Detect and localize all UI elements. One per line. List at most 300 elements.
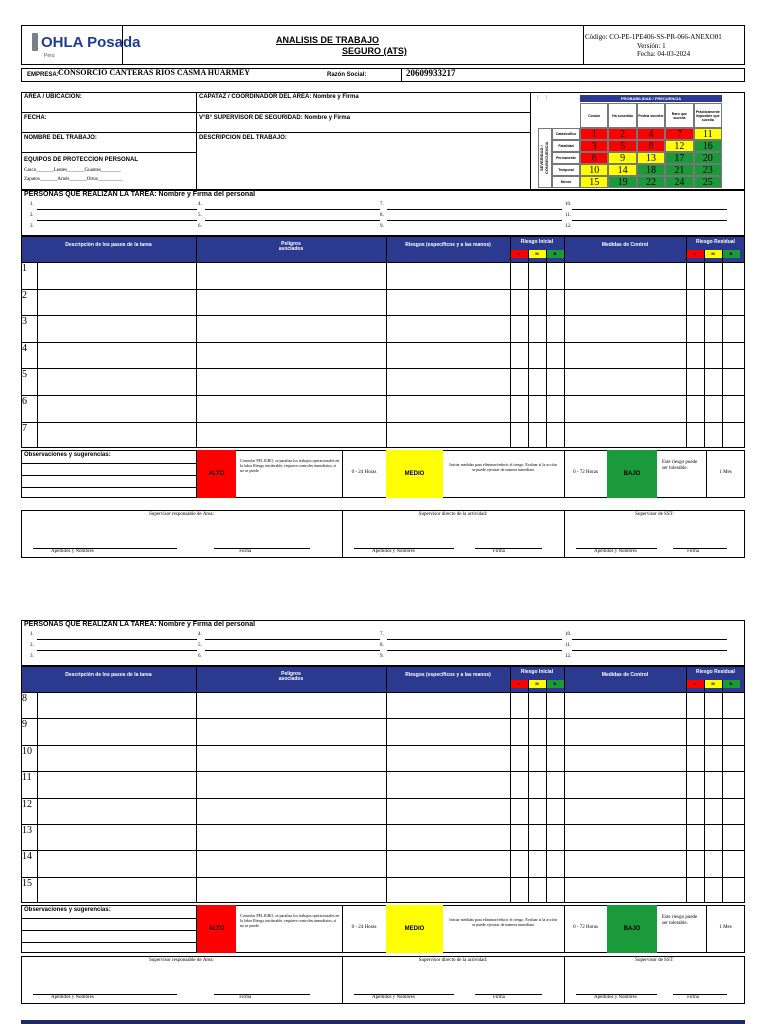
risk-level-a: A	[510, 250, 528, 258]
risk-level-m: M	[528, 680, 546, 688]
person-signature-line[interactable]	[37, 639, 197, 640]
sig-sst-firma: Firma	[687, 995, 700, 1000]
person-signature-line[interactable]	[205, 209, 380, 210]
sig-divider	[342, 510, 343, 558]
table-cell[interactable]	[546, 422, 564, 449]
table-cell[interactable]	[510, 718, 528, 744]
table-row-number: 13	[22, 825, 32, 836]
matrix-prob-title: PROBABILIDAD / FRECUENCIA	[580, 95, 722, 102]
person-signature-line[interactable]	[572, 209, 727, 210]
table-cell[interactable]	[386, 289, 510, 316]
person-signature-line[interactable]	[387, 650, 562, 651]
table-cell[interactable]	[528, 342, 546, 369]
table-cell[interactable]	[528, 850, 546, 876]
table-cell[interactable]	[386, 422, 510, 449]
table-cell[interactable]	[722, 262, 745, 289]
matrix-col-header: Común	[580, 103, 608, 128]
person-signature-line[interactable]	[37, 220, 197, 221]
matrix-cell: 7	[665, 128, 693, 140]
table-cell[interactable]	[196, 368, 386, 395]
table-cell[interactable]	[704, 395, 722, 422]
table-cell[interactable]	[37, 342, 196, 369]
level-alto: ALTO	[197, 905, 236, 953]
table-cell[interactable]	[510, 368, 528, 395]
table-cell[interactable]	[37, 422, 196, 449]
person-signature-line[interactable]	[205, 220, 380, 221]
table-cell[interactable]	[196, 850, 386, 876]
doc-code: Código: CO-PE-1PE406-SS-PR-066-ANEXO01	[585, 33, 722, 41]
table-cell[interactable]	[704, 692, 722, 718]
risk-level-bb: B	[722, 250, 740, 258]
footer-bar	[21, 1020, 745, 1024]
person-number: 12.	[565, 654, 572, 659]
table-cell[interactable]	[37, 289, 196, 316]
table-cell[interactable]	[528, 798, 546, 824]
table-cell[interactable]	[564, 692, 686, 718]
table-cell[interactable]	[386, 771, 510, 797]
table-cell[interactable]	[546, 877, 564, 903]
table-cell[interactable]	[546, 745, 564, 771]
risk-level-a: A	[686, 680, 704, 688]
matrix-cell: 12	[665, 140, 693, 152]
logo-sub: Perú	[44, 53, 55, 59]
table-cell[interactable]	[704, 824, 722, 850]
observation-line[interactable]	[21, 930, 196, 931]
matrix-cell: 24	[665, 176, 693, 188]
matrix-cell: 11	[694, 128, 722, 140]
epp-line-1: Casco_______Lentes_______Guantes________	[24, 168, 121, 173]
table-cell[interactable]	[704, 877, 722, 903]
level-bajo: BAJO	[607, 905, 657, 953]
observation-line[interactable]	[21, 487, 196, 488]
table-cell[interactable]	[546, 315, 564, 342]
table-cell[interactable]	[386, 395, 510, 422]
col-header-controls: Medidas de Control	[601, 242, 649, 248]
ruc-value: 20609933217	[406, 68, 456, 78]
table-cell[interactable]	[510, 850, 528, 876]
table-cell[interactable]	[510, 771, 528, 797]
table-cell[interactable]	[546, 395, 564, 422]
level-medio-text: Iniciar medidas para eliminar/reducir el riesgo. Evaluar si la acción se puede ejecutar de manera inmediata	[449, 917, 557, 928]
table-cell[interactable]	[528, 692, 546, 718]
epp-label: EQUIPOS DE PROTECCION PERSONAL	[24, 157, 139, 163]
table-cell[interactable]	[37, 395, 196, 422]
table-cell[interactable]	[196, 342, 386, 369]
table-cell[interactable]	[528, 262, 546, 289]
level-bajo-text: Este riesgo puede ser tolerable.	[662, 460, 698, 472]
sig-sst-apellidos: Apellidos y Nombres	[594, 549, 637, 554]
table-cell[interactable]	[528, 368, 546, 395]
table-cell[interactable]	[722, 718, 745, 744]
table-cell[interactable]	[528, 422, 546, 449]
empresa-label: EMPRESA:	[27, 72, 59, 78]
matrix-col-header: Raro que suceda	[665, 103, 693, 128]
matrix-cell: 1	[580, 128, 608, 140]
person-number: 9.	[380, 654, 384, 659]
table-cell[interactable]	[722, 745, 745, 771]
table-cell[interactable]	[722, 289, 745, 316]
table-cell[interactable]	[196, 745, 386, 771]
table-cell[interactable]	[510, 745, 528, 771]
table-cell[interactable]	[386, 692, 510, 718]
sig-divider	[564, 956, 565, 1004]
capataz-label: CAPATAZ / COORDINADOR DEL AREA: Nombre y Firma	[199, 94, 359, 100]
persons-title: PERSONAS QUE REALIZAN LA TAREA: Nombre y Firma del personal	[24, 191, 256, 198]
level-bajo-time: 1 Mes	[719, 470, 732, 476]
person-signature-line[interactable]	[387, 639, 562, 640]
table-cell[interactable]	[386, 798, 510, 824]
table-cell[interactable]	[546, 718, 564, 744]
sig-sst-sign-line[interactable]	[673, 548, 727, 549]
table-cell[interactable]	[686, 342, 704, 369]
level-alto-text: Controlar PELIGRO, se paraliza los trabajos operacionales en la labor Riesgo intolerable, requiere controles inmediatos, si no se puede	[240, 458, 340, 474]
table-cell[interactable]	[686, 850, 704, 876]
table-cell[interactable]	[722, 798, 745, 824]
person-signature-line[interactable]	[572, 650, 727, 651]
observation-line[interactable]	[21, 463, 196, 464]
sig-area-sign-line[interactable]	[214, 548, 310, 549]
table-cell[interactable]	[686, 824, 704, 850]
table-cell[interactable]	[722, 692, 745, 718]
table-cell[interactable]	[722, 395, 745, 422]
table-cell[interactable]	[510, 315, 528, 342]
sig-activity-apellidos: Apellidos y Nombres	[372, 549, 415, 554]
level-medio-time: 0 - 72 Horas	[573, 470, 598, 476]
table-cell[interactable]	[704, 342, 722, 369]
table-cell[interactable]	[686, 718, 704, 744]
table-cell[interactable]	[37, 315, 196, 342]
table-cell[interactable]	[546, 289, 564, 316]
col-header-hazards-a: Peligros	[281, 671, 301, 677]
table-cell[interactable]	[546, 850, 564, 876]
table-cell[interactable]	[386, 745, 510, 771]
table-cell[interactable]	[722, 368, 745, 395]
table-cell[interactable]	[686, 771, 704, 797]
table-cell[interactable]	[686, 395, 704, 422]
matrix-cell: 22	[637, 176, 665, 188]
level-alto-time: 0 - 24 Horas	[351, 925, 377, 931]
matrix-col-header: Podría suceder	[637, 103, 665, 128]
table-cell[interactable]	[722, 877, 745, 903]
table-cell[interactable]	[686, 289, 704, 316]
observation-line[interactable]	[21, 942, 196, 943]
table-row-number: 9	[22, 719, 27, 731]
level-alto-time: 0 - 24 Horas	[351, 470, 377, 476]
matrix-cell: 25	[694, 176, 722, 188]
table-cell[interactable]	[546, 771, 564, 797]
sig-activity-sign-line[interactable]	[475, 994, 542, 995]
col-header-risks: Riesgos (específicos y a las manos)	[405, 672, 491, 678]
matrix-cell: 3	[580, 140, 608, 152]
person-number: 6.	[198, 224, 202, 229]
matrix-cell: 9	[608, 152, 636, 164]
col-header-residual-risk: Riesgo Residual	[696, 669, 735, 675]
table-cell[interactable]	[546, 368, 564, 395]
sig-sst-apellidos: Apellidos y Nombres	[594, 995, 637, 1000]
table-cell[interactable]	[722, 315, 745, 342]
risk-level-m: M	[704, 680, 722, 688]
table-cell[interactable]	[510, 342, 528, 369]
person-signature-line[interactable]	[37, 209, 197, 210]
table-cell[interactable]	[686, 745, 704, 771]
sig-area-firma: Firma	[239, 995, 252, 1000]
table-cell[interactable]	[196, 692, 386, 718]
table-cell[interactable]	[386, 368, 510, 395]
table-cell[interactable]	[722, 342, 745, 369]
person-number: 7.	[380, 202, 384, 207]
risk-level-bb: B	[546, 250, 564, 258]
table-cell[interactable]	[37, 771, 196, 797]
table-cell[interactable]	[686, 798, 704, 824]
table-cell[interactable]	[37, 798, 196, 824]
table-cell[interactable]	[510, 262, 528, 289]
level-medio: MEDIO	[386, 905, 443, 953]
matrix-row-header: Permanente	[552, 152, 580, 164]
matrix-col-header: Ha sucedido	[608, 103, 636, 128]
table-cell[interactable]	[386, 718, 510, 744]
table-cell[interactable]	[37, 877, 196, 903]
table-cell[interactable]	[564, 262, 686, 289]
table-cell[interactable]	[528, 315, 546, 342]
table-cell[interactable]	[528, 395, 546, 422]
table-cell[interactable]	[386, 342, 510, 369]
ruc-label: Razón Social:	[327, 72, 367, 78]
table-cell[interactable]	[704, 289, 722, 316]
table-cell[interactable]	[704, 850, 722, 876]
table-row-number: 6	[22, 396, 27, 407]
doc-date: Fecha: 04-03-2024	[637, 50, 691, 58]
person-number: 1.	[30, 632, 34, 637]
table-cell[interactable]	[386, 877, 510, 903]
table-cell[interactable]	[196, 289, 386, 316]
matrix-cell: 19	[608, 176, 636, 188]
table-cell[interactable]	[564, 289, 686, 316]
col-header-risks: Riesgos (específicos y a las manos)	[405, 242, 491, 248]
table-cell[interactable]	[546, 798, 564, 824]
person-number: 5.	[198, 643, 202, 648]
col-header-steps: Descripción de los pasos de la tarea	[65, 242, 152, 248]
table-cell[interactable]	[686, 877, 704, 903]
risk-level-a: A	[510, 680, 528, 688]
table-cell[interactable]	[37, 850, 196, 876]
table-row-number: 1	[22, 263, 27, 274]
table-cell[interactable]	[386, 824, 510, 850]
sig-activity-apellidos: Apellidos y Nombres	[372, 995, 415, 1000]
sig-area-apellidos: Apellidos y Nombres	[51, 549, 94, 554]
person-number: 9.	[380, 224, 384, 229]
table-cell[interactable]	[37, 262, 196, 289]
observation-line[interactable]	[21, 475, 196, 476]
table-cell[interactable]	[510, 798, 528, 824]
fecha-label: FECHA:	[24, 115, 47, 121]
table-cell[interactable]	[722, 422, 745, 449]
table-cell[interactable]	[564, 342, 686, 369]
table-row-number: 15	[22, 877, 32, 889]
sig-sst-title: Supervisor de SST:	[635, 512, 674, 517]
person-number: 7.	[380, 632, 384, 637]
table-cell[interactable]	[37, 692, 196, 718]
sig-activity-firma: Firma	[492, 549, 505, 554]
table-cell[interactable]	[196, 877, 386, 903]
table-cell[interactable]	[528, 745, 546, 771]
risk-level-m: M	[704, 250, 722, 258]
table-cell[interactable]	[386, 262, 510, 289]
table-cell[interactable]	[196, 798, 386, 824]
matrix-row-header: Catastrófico	[552, 128, 580, 140]
col-header-initial-risk: Riesgo Inicial	[520, 239, 554, 245]
table-cell[interactable]	[704, 315, 722, 342]
observations-label: Observaciones y sugerencias:	[24, 907, 111, 914]
area-label: AREA / UBICACIÓN:	[24, 94, 82, 100]
sig-area-sign-line[interactable]	[214, 994, 310, 995]
observation-line[interactable]	[21, 918, 196, 919]
table-cell[interactable]	[704, 798, 722, 824]
matrix-cell: 14	[608, 164, 636, 176]
table-cell[interactable]	[686, 692, 704, 718]
matrix-row-header: Menor	[552, 176, 580, 188]
table-cell[interactable]	[564, 745, 686, 771]
person-number: 8.	[380, 643, 384, 648]
person-signature-line[interactable]	[387, 209, 562, 210]
table-cell[interactable]	[564, 798, 686, 824]
table-cell[interactable]	[386, 315, 510, 342]
person-signature-line[interactable]	[387, 220, 562, 221]
doc-version: Versión: 1	[637, 42, 666, 50]
matrix-cell: 17	[665, 152, 693, 164]
level-bajo-time: 1 Mes	[719, 925, 732, 931]
table-cell[interactable]	[722, 771, 745, 797]
table-cell[interactable]	[686, 368, 704, 395]
level-medio-time: 0 - 72 Horas	[573, 925, 598, 931]
sig-area-firma: Firma	[239, 549, 252, 554]
person-signature-line[interactable]	[572, 220, 727, 221]
table-cell[interactable]	[196, 395, 386, 422]
level-alto-text: Controlar PELIGRO, se paraliza los trabajos operacionales en la labor Riesgo intolerable, requiere controles inmediatos, si no se puede	[240, 913, 340, 929]
table-cell[interactable]	[37, 745, 196, 771]
table-row-number: 10	[22, 745, 32, 757]
table-row-number: 7	[22, 422, 27, 434]
table-cell[interactable]	[196, 262, 386, 289]
person-signature-line[interactable]	[205, 650, 380, 651]
table-cell[interactable]	[528, 824, 546, 850]
table-cell[interactable]	[386, 850, 510, 876]
table-cell[interactable]	[704, 718, 722, 744]
risk-level-a: A	[686, 250, 704, 258]
sig-area-apellidos: Apellidos y Nombres	[51, 995, 94, 1000]
table-cell[interactable]	[196, 771, 386, 797]
table-cell[interactable]	[528, 877, 546, 903]
table-row-number: 11	[22, 772, 32, 784]
table-cell[interactable]	[722, 850, 745, 876]
matrix-cell: 4	[637, 128, 665, 140]
table-cell[interactable]	[546, 692, 564, 718]
sig-divider	[564, 510, 565, 558]
table-cell[interactable]	[510, 422, 528, 449]
table-cell[interactable]	[564, 315, 686, 342]
sig-divider	[342, 956, 343, 1004]
table-row-number: 8	[22, 693, 27, 704]
table-cell[interactable]	[564, 422, 686, 449]
table-cell[interactable]	[528, 718, 546, 744]
table-cell[interactable]	[686, 315, 704, 342]
table-row-number: 5	[22, 369, 27, 381]
table-cell[interactable]	[564, 771, 686, 797]
table-cell[interactable]	[686, 422, 704, 449]
table-cell[interactable]	[196, 824, 386, 850]
epp-line-2: Zapatos_______Arnés_______Otros__________	[24, 177, 123, 182]
level-medio-text: Iniciar medidas para eliminar/reducir el riesgo. Evaluar si la acción se puede ejecutar de manera inmediata	[449, 462, 557, 473]
person-signature-line[interactable]	[37, 650, 197, 651]
table-cell[interactable]	[196, 422, 386, 449]
table-cell[interactable]	[528, 771, 546, 797]
table-cell[interactable]	[722, 824, 745, 850]
table-cell[interactable]	[564, 368, 686, 395]
table-cell[interactable]	[564, 718, 686, 744]
level-medio: MEDIO	[386, 450, 443, 498]
person-number: 8.	[380, 213, 384, 218]
sig-activity-sign-line[interactable]	[475, 548, 542, 549]
table-cell[interactable]	[686, 262, 704, 289]
table-cell[interactable]	[564, 824, 686, 850]
person-number: 5.	[198, 213, 202, 218]
table-row-number: 4	[22, 342, 27, 354]
table-cell[interactable]	[564, 877, 686, 903]
person-number: 2.	[30, 643, 34, 648]
table-cell[interactable]	[510, 692, 528, 718]
table-cell[interactable]	[704, 745, 722, 771]
table-cell[interactable]	[37, 368, 196, 395]
table-cell[interactable]	[546, 824, 564, 850]
matrix-row-header: Fatalidad	[552, 140, 580, 152]
table-cell[interactable]	[704, 262, 722, 289]
table-cell[interactable]	[510, 824, 528, 850]
table-cell[interactable]	[564, 850, 686, 876]
table-cell[interactable]	[196, 718, 386, 744]
matrix-cell: 15	[580, 176, 608, 188]
matrix-cell: 8	[637, 140, 665, 152]
table-cell[interactable]	[510, 395, 528, 422]
person-number: 3.	[30, 654, 34, 659]
observations-label: Observaciones y sugerencias:	[24, 452, 111, 459]
table-cell[interactable]	[196, 315, 386, 342]
table-cell[interactable]	[704, 422, 722, 449]
table-cell[interactable]	[546, 342, 564, 369]
person-signature-line[interactable]	[572, 639, 727, 640]
col-header-hazards-b: asociados	[278, 246, 304, 252]
table-cell[interactable]	[510, 289, 528, 316]
matrix-col-header: Prácticamente imposible que suceda	[694, 103, 722, 128]
persons-title-2: PERSONAS QUE REALIZAN LA TAREA: Nombre y Firma del personal	[24, 621, 256, 628]
table-cell[interactable]	[37, 824, 196, 850]
table-cell[interactable]	[704, 771, 722, 797]
sig-activity-firma: Firma	[492, 995, 505, 1000]
person-number: 6.	[198, 654, 202, 659]
person-signature-line[interactable]	[205, 639, 380, 640]
matrix-cell: 5	[608, 140, 636, 152]
col-header-initial-risk: Riesgo Inicial	[520, 669, 554, 675]
matrix-cell: 6	[580, 152, 608, 164]
table-cell[interactable]	[510, 877, 528, 903]
sig-sst-title: Supervisor de SST:	[635, 958, 674, 963]
table-cell[interactable]	[704, 368, 722, 395]
nombre-trabajo-label: NOMBRE DEL TRABAJO:	[24, 135, 97, 141]
table-cell[interactable]	[564, 395, 686, 422]
table-cell[interactable]	[528, 289, 546, 316]
table-cell[interactable]	[546, 262, 564, 289]
table-row-number: 12	[22, 798, 32, 810]
sig-sst-sign-line[interactable]	[673, 994, 727, 995]
table-cell[interactable]	[37, 718, 196, 744]
